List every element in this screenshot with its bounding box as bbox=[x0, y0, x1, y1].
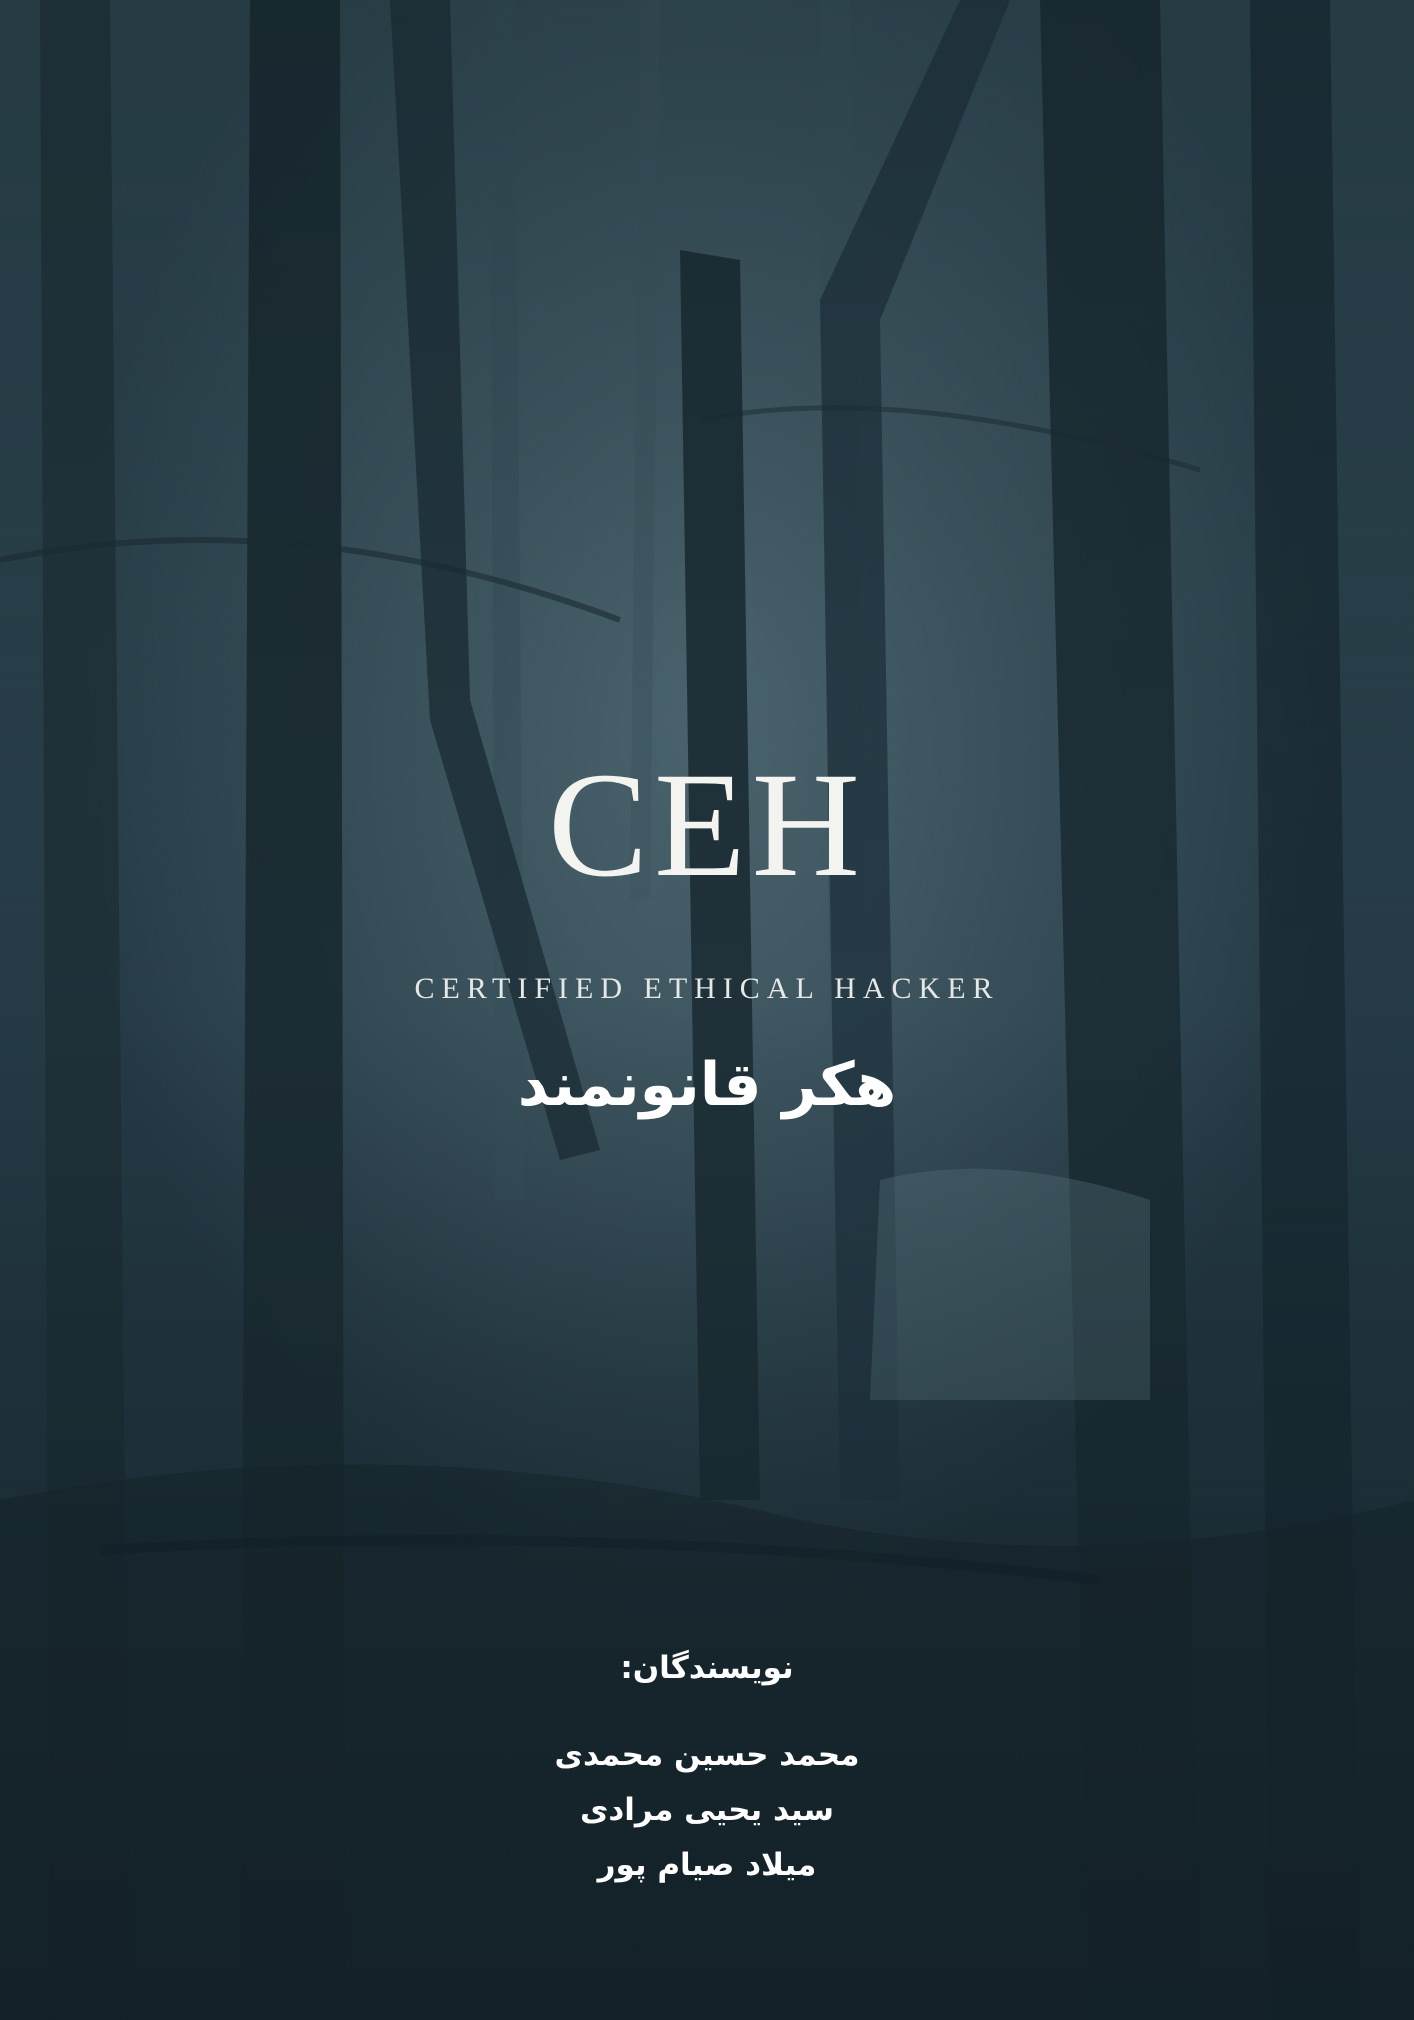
persian-title: هکر قانونمند bbox=[517, 1050, 897, 1120]
author-name: سید یحیی مرادی bbox=[579, 1792, 835, 1828]
author-name: میلاد صیام پور bbox=[597, 1847, 817, 1883]
book-subtitle: CERTIFIED ETHICAL HACKER bbox=[414, 972, 1000, 1005]
authors-label: نویسندگان: bbox=[620, 1650, 794, 1686]
author-name: محمد حسین محمدی bbox=[554, 1737, 860, 1773]
book-title: CEH bbox=[548, 742, 866, 908]
